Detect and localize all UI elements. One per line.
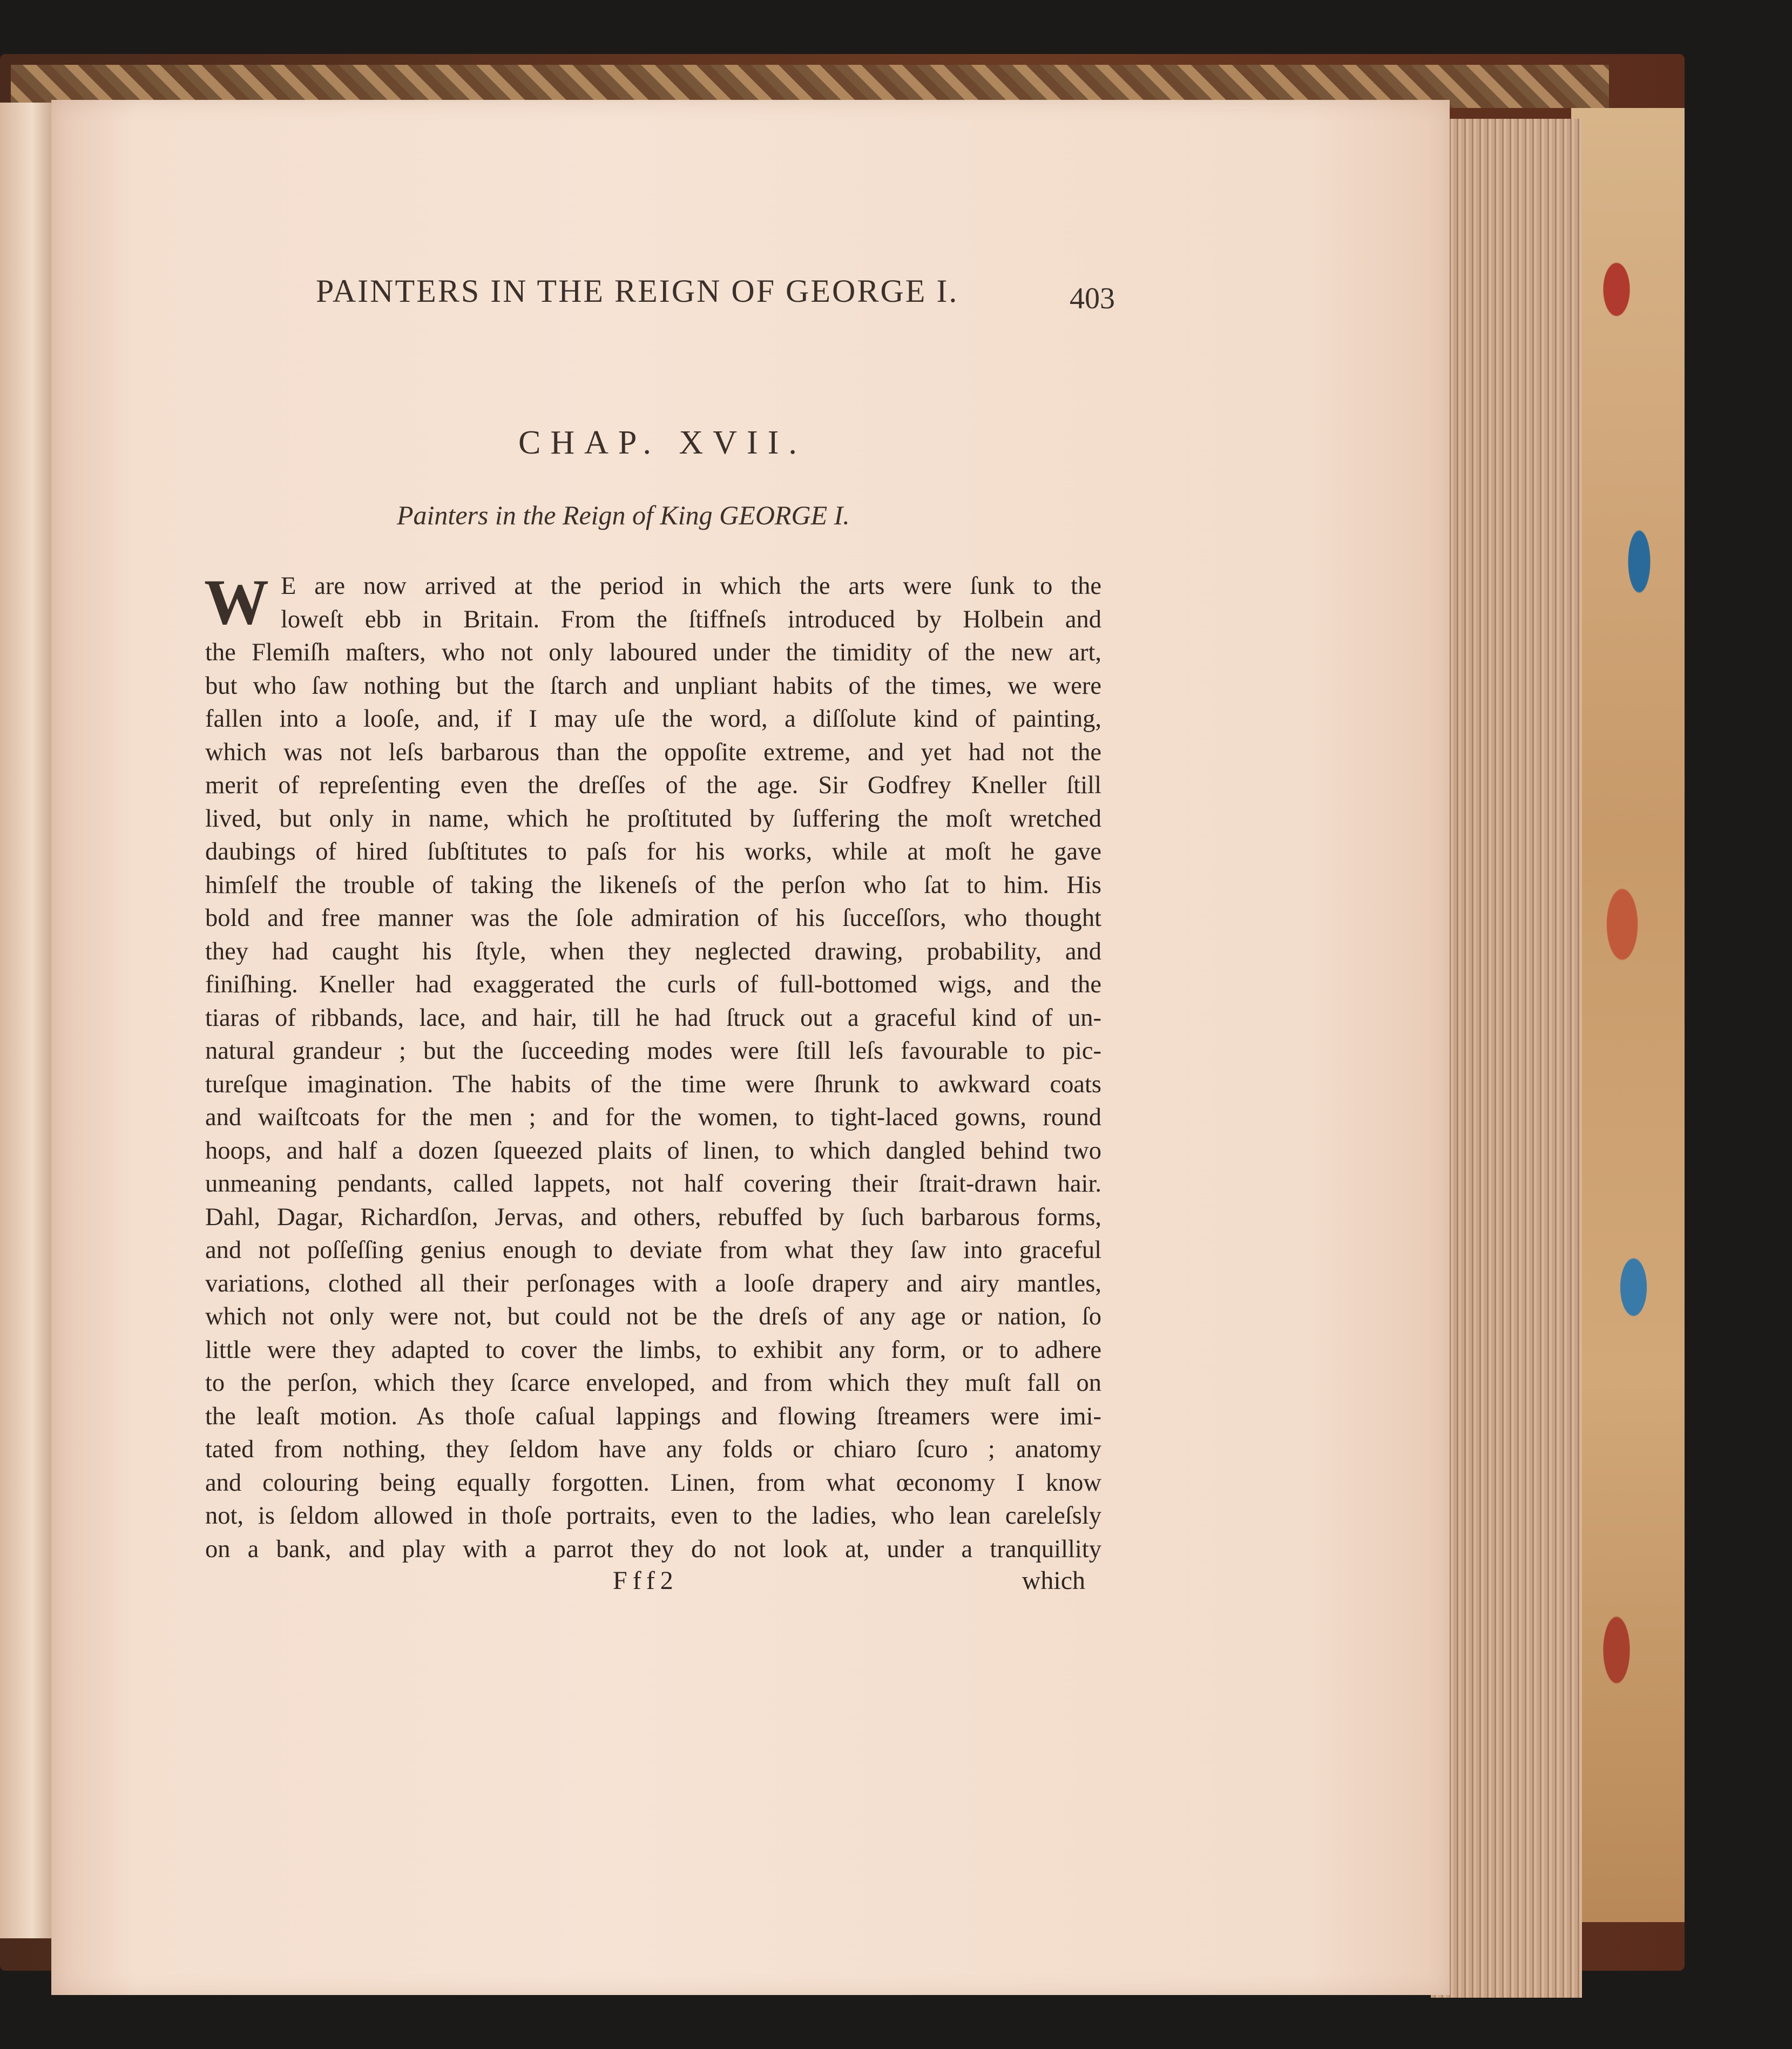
text-line: finiſhing. Kneller had exaggerated the curls of full-bottomed wigs, and the: [205, 971, 1101, 998]
text-line: variations, clothed all their perſonages with a looſe drapery and airy mantles,: [205, 1269, 1101, 1297]
catchword: which: [1022, 1566, 1085, 1595]
body-text: [204, 566, 1101, 1566]
text-line: but who ſaw nothing but the ſtarch and unpliant habits of the times, we were: [205, 672, 1101, 700]
chapter-subtitle: Painters in the Reign of King GEORGE I.: [397, 500, 850, 530]
text-line: Dahl, Dagar, Richardſon, Jervas, and others, rebuffed by ſuch barbarous forms,: [205, 1203, 1101, 1231]
text-line: fallen into a looſe, and, if I may uſe the word, a diſſolute kind of painting,: [205, 705, 1101, 733]
text-line: and not poſſeſſing genius enough to deviate from what they ſaw into graceful: [205, 1236, 1101, 1264]
text-line: bold and free manner was the ſole admiration of his ſucceſſors, who thought: [205, 904, 1101, 932]
facing-page-edge: [0, 103, 54, 1938]
text-line: hoops, and half a dozen ſqueezed plaits of linen, to which dangled behind two: [205, 1137, 1101, 1165]
running-head: PAINTERS IN THE REIGN OF GEORGE I.: [316, 273, 959, 309]
text-line: and colouring being equally forgotten. Linen, from what œconomy I know: [205, 1469, 1101, 1497]
text-line: merit of repreſenting even the dreſſes of the age. Sir Godfrey Kneller ſtill: [205, 772, 1101, 799]
text-line: unmeaning pendants, called lappets, not half covering their ſtrait-drawn hair.: [205, 1170, 1101, 1198]
page-number: 403: [1070, 282, 1115, 315]
text-line: little were they adapted to cover the limbs, to exhibit any form, or to adhere: [205, 1336, 1101, 1364]
text-line: which not only were not, but could not be the dreſs of any age or nation, ſo: [205, 1303, 1101, 1330]
marbled-board-edge: [1571, 108, 1685, 1922]
signature-mark: Fff2: [613, 1566, 679, 1595]
page-footer: [205, 1566, 1085, 1598]
chapter-heading: CHAP. XVII.: [518, 424, 807, 461]
page-header: [316, 273, 1115, 321]
drop-cap: W: [204, 566, 269, 638]
text-line: loweſt ebb in Britain. From the ſtiffneſs introduced by Holbein and: [281, 605, 1101, 633]
text-line: tated from nothing, they ſeldom have any folds or chiaro ſcuro ; anatomy: [205, 1436, 1101, 1463]
text-line: to the perſon, which they ſcarce enveloped, and from which they muſt fall on: [205, 1369, 1101, 1397]
text-line: and waiſtcoats for the men ; and for the women, to tight-laced gowns, round: [205, 1104, 1101, 1131]
text-line: the Flemiſh maſters, who not only laboured under the timidity of the new art,: [205, 639, 1101, 666]
text-line: they had caught his ſtyle, when they neglected drawing, probability, and: [205, 937, 1101, 965]
text-line: lived, but only in name, which he proſtituted by ſuffering the moſt wretched: [205, 804, 1101, 833]
text-line: tureſque imagination. The habits of the time were ſhrunk to awkward coats: [205, 1070, 1101, 1098]
text-line: the leaſt motion. As thoſe caſual lappings and flowing ſtreamers were imi-: [205, 1402, 1101, 1430]
text-line: tiaras of ribbands, lace, and hair, till he had ſtruck out a graceful kind of un-: [205, 1004, 1101, 1032]
text-line: himſelf the trouble of taking the likeneſs of the perſon who ſat to him. His: [205, 871, 1101, 899]
text-line: daubings of hired ſubſtitutes to paſs for his works, while at moſt he gave: [205, 838, 1101, 865]
text-line: not, is ſeldom allowed in thoſe portraits, even to the ladies, who lean careleſsly: [205, 1502, 1101, 1530]
text-line: natural grandeur ; but the ſucceeding modes were ſtill leſs favourable to pic-: [205, 1037, 1101, 1065]
text-line: which was not leſs barbarous than the oppoſite extreme, and yet had not the: [205, 738, 1101, 766]
page-block-edges: [1431, 119, 1582, 1998]
text-line: on a bank, and play with a parrot they do not look at, under a tranquillity: [205, 1535, 1101, 1563]
text-line: E are now arrived at the period in which the arts were ſunk to the: [281, 572, 1101, 600]
